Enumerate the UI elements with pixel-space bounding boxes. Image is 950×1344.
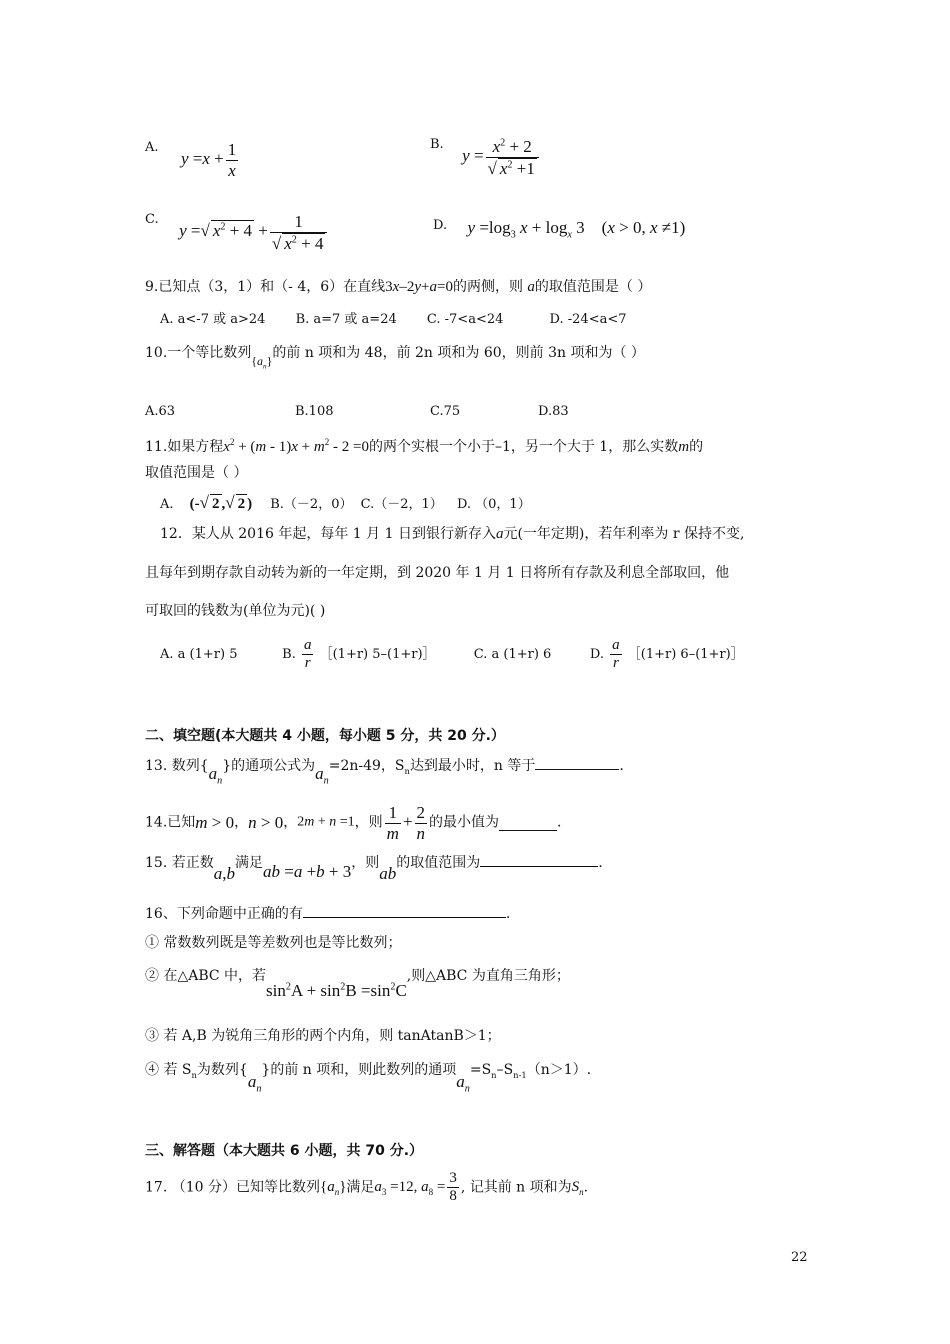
q15-ab: ab [379,864,397,883]
q15-mid2: ，则 [351,855,380,871]
q10-option-c: C.75 [430,404,461,419]
q8-b-label: B. [430,137,444,152]
q15-vars: a,b [213,864,235,883]
q9-options [160,312,627,328]
q16-item1: ① 常数数列既是等差数列也是等比数列； [145,935,402,951]
q16-stem [145,903,510,923]
q12-line1 [160,525,744,543]
q8-c-formula: y =√ $x^2 + 4$ + $\frac{1}{√ x^2 + 4}$ [179,221,329,240]
q16-item4-prefix: ④ 若 S [145,1062,192,1078]
q13-end: . [619,758,624,774]
q12-option-b-tail: ［(1+r) 5–(1+r)］ [319,646,436,662]
q8-d-formula: $y =\log_3$ $x + \log_x 3$ (x > 0, x ≠1) [467,218,686,241]
q12-option-b-label: B. [282,646,296,662]
q8-option-a [145,140,240,180]
q11-stem-prefix: 11.如果方程 [145,439,224,455]
q15-prefix: 15. 若正数 [145,855,214,871]
q16-item4-suffix2: –S [496,1062,514,1078]
q9-option-a: A. a<-7 或 a>24 [160,312,266,327]
q14: 14.已知m > 0，n > 0，2m + n =1，则 $\frac{1}{m}$ + $\frac{2}{n}$ 的最小值为 . [145,803,562,843]
q9-stem [145,278,651,296]
q12-option-a: A. a (1+r) 5 [160,646,238,662]
q12-option-c: C. a (1+r) 6 [473,646,552,662]
q16-item4-end: （n＞1）. [526,1062,592,1078]
q12-line1-b: 元(一年定期)，若年利率为 r 保持不变, [503,526,745,542]
q14-expression: $\frac{1}{m}$ + $\frac{2}{n}$ [386,803,426,843]
q12-line3: 可取回的钱数为(单位为元)( ) [145,603,326,619]
q10-options [145,404,569,420]
q13-mid: }的通项公式为 [222,758,316,774]
q17-end: . [583,1179,589,1196]
q16-item4-suffix: =S [469,1062,492,1078]
q9-stem-prefix: 9.已知点（3，1）和（- 4，6）在直线 [145,279,386,295]
q14-cond3: ，则 [354,814,383,831]
q16-end: . [505,906,511,922]
q10-seq-an: $\{a_n\}$ [251,354,273,371]
q15-answer-blank[interactable] [480,852,598,867]
q17-sn: $S_n$ [571,1178,584,1197]
q14-prefix: 14.已知 [145,814,196,831]
q11-stem-end: 的 [689,439,704,455]
q12-line2: 且每年到期存款自动转为新的一年定期，到 2020 年 1 月 1 日将所有存款及利息全部取回，他 [145,565,730,581]
q17-suffix: , 记其前 n 项和为 [460,1179,572,1196]
q14-cond-m: m > 0 [195,812,235,832]
q12-line1-a: 12．某人从 2016 年起，每年 1 月 1 日到银行新存入 [160,526,496,542]
q14-end: . [557,814,562,831]
q10-stem-suffix: 的前 n 项和为 48，前 2n 项和为 60，则前 3n 项和为（ ） [272,345,645,361]
q9-option-d: D. -24<a<7 [549,312,627,327]
q15-end: . [598,855,603,871]
q16-stem-text: 16、下列命题中正确的有 [145,906,303,922]
q13-an-2: $a_n$ [315,764,329,787]
q8-c-label: C. [145,212,159,227]
q9-option-b: B. a=7 或 a=24 [295,312,397,327]
section2-title: 二、填空题(本大题共 4 小题，每小题 5 分，共 20 分.） [145,728,505,744]
q10-option-d: D.83 [538,404,569,419]
q17-seq-an: $\{a_n\}$ [319,1178,347,1197]
q9-stem-suffix: 的两侧，则 [452,279,523,295]
q12-option-d-frac: $\frac{a}{r}$ [612,637,620,672]
q11-option-d: D. （0，1） [456,497,531,512]
q12-var-a: a [495,526,504,542]
q12-option-d-label: D. [589,646,604,662]
q11-line2: 取值范围是（ ） [145,465,248,481]
q8-option-c [145,212,329,253]
q16-answer-blank[interactable] [303,903,506,918]
q8-a-formula: y =x + $\frac{1}{x}$ [180,140,237,180]
q13-prefix: 13. 数列{ [145,758,209,774]
q8-option-b [430,137,541,178]
q11-option-c: C.（－2，1） [360,497,443,512]
q10-option-b: B.108 [295,404,334,419]
q9-line-equation: 3x–2y+a=0 [385,279,453,295]
section3-title: 三、解答题（本大题共 6 小题，共 70 分.） [145,1143,424,1159]
q8-a-label: A. [145,140,159,155]
q16-item4-an-1: $a_n$ [247,1072,262,1095]
q15 [145,852,603,884]
q15-suffix: 的取值范围为 [396,855,481,871]
q11-option-a-label: A. [160,497,174,512]
q12-option-d-tail: ［(1+r) 6–(1+r)］ [627,646,744,662]
q17-condition: $a_3 =12$, $a_8$ = $\frac{3}{8}$ [374,1170,457,1205]
q10-stem-prefix: 10.一个等比数列 [145,345,252,361]
q9-option-c: C. -7<a<24 [426,312,504,327]
q10-stem [145,345,645,371]
q11-options [160,493,531,513]
q16-item2-prefix: ② 在△ABC 中，若 [145,968,267,984]
q8-option-d [433,218,685,242]
q17-prefix: 17. （10 分）已知等比数列 [145,1179,320,1196]
q11-stem-suffix: 的两个实根一个小于–1，另一个大于 1，那么实数 [368,439,679,455]
q15-condition: ab =a +b + 3 [262,862,352,881]
q16-item2-formula: $\sin^2A + \sin^2B =\sin^2C$ [266,981,407,1000]
page-number: 22 [791,1250,808,1265]
q16-item2 [145,968,570,1001]
q16-item4: ④ 若 $S_n$为数列$\{a_n\}$的前 n 项和，则此数列的通项$a_n=S_n-S_{n-1}(n>1)$. [145,1062,592,1095]
q8-d-label: D. [433,218,448,233]
q11-option-b: B.（－2，0） [270,497,353,512]
q17-mid: 满足 [346,1179,375,1196]
q9-stem-end: 的取值范围是（ ） [534,279,652,295]
q8-b-formula: y = $\frac{x^2 + 2}{√ x^2 +1}$ [462,146,541,165]
q15-mid: 满足 [234,855,263,871]
q11-var-m: m [678,439,690,455]
q9-var-a: a [527,279,535,295]
q12-options [160,637,744,673]
q13: 13. 数列$\{a_n\}$的通项公式为$a_n=2n-49$，$S_n$达到最小时，n 等于 . [145,755,624,788]
q10-option-a: A.63 [145,404,176,419]
q11-stem [145,437,703,456]
q13-answer-blank[interactable] [535,755,619,770]
q17 [145,1170,588,1206]
q14-answer-blank[interactable] [499,816,557,831]
q13-an-1: $a_n$ [208,764,223,787]
q12-option-b-frac: $\frac{a}{r}$ [303,637,312,672]
q16-item3: ③ 若 A,B 为锐角三角形的两个内角，则 tanAtanB＞1； [145,1028,501,1044]
q16-item4-mid2: }的前 n 项和，则此数列的通项 [261,1062,457,1078]
q13-suffix: =2n-49，S [328,758,405,774]
q16-item2-suffix: ,则△ABC 为直角三角形； [406,968,570,984]
q13-suffix2: 达到最小时，n 等于 [409,758,536,774]
q14-cond-sum: 2m + n =1 [297,814,355,830]
q11-equation: $x^2 + (m - 1)x + m^2 - 2 =0$ [223,437,369,455]
q16-item4-an-2: $a_n$ [456,1072,470,1095]
q16-item4-mid: 为数列{ [196,1062,248,1078]
q14-suffix: 的最小值为 [429,814,500,831]
q14-cond-n: n > 0 [248,812,284,832]
q11-option-a-value: (-√ 2 ,√ 2 ) [189,493,253,512]
